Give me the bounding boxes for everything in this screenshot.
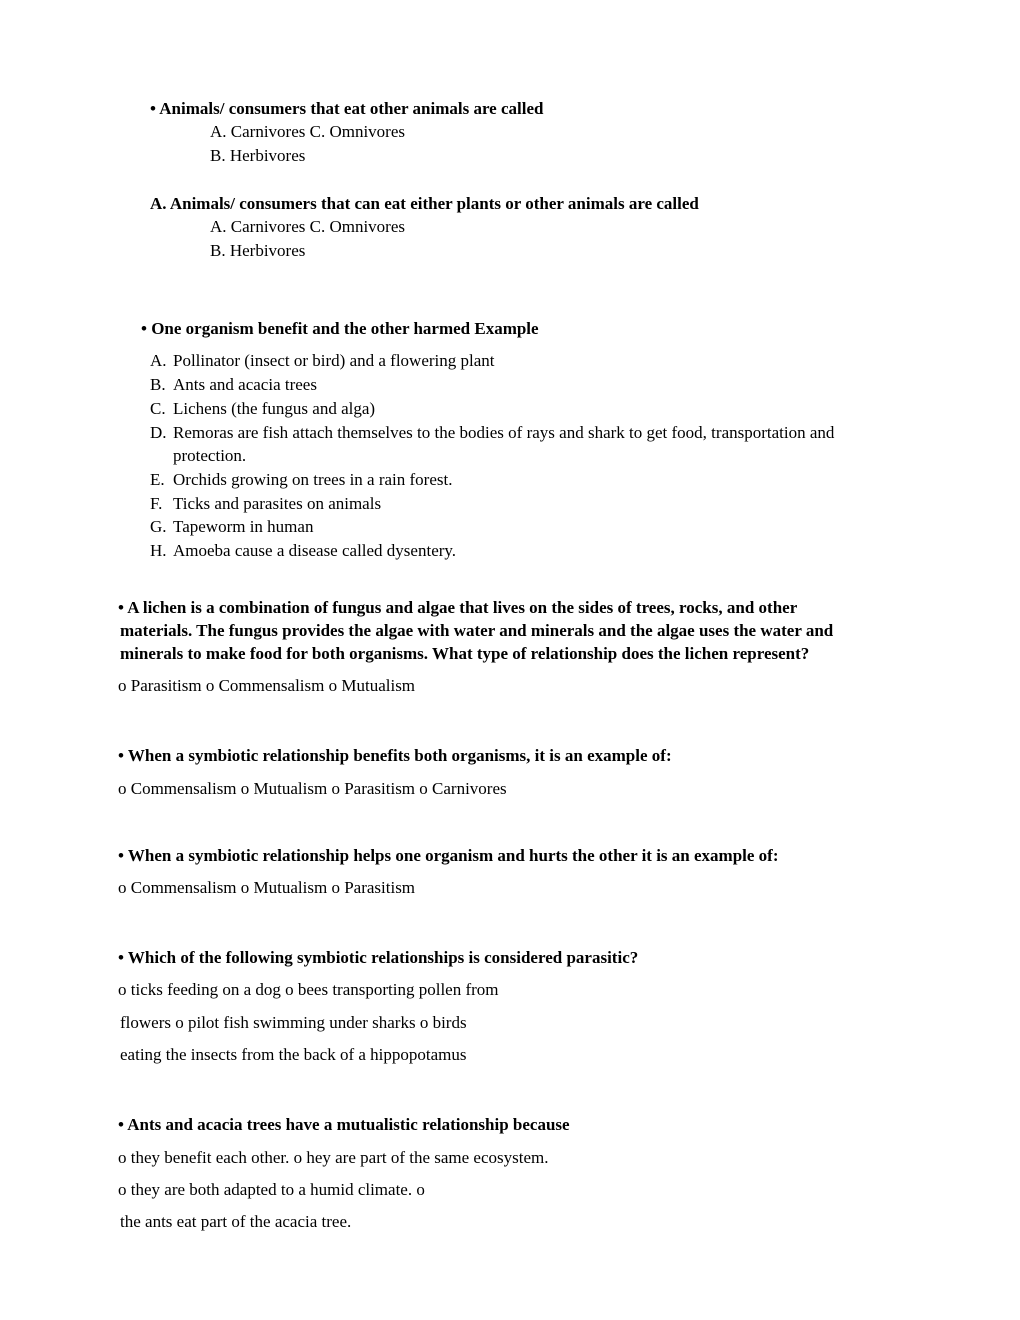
list-item-letter: B.: [150, 375, 166, 394]
list-item-letter: D.: [150, 423, 167, 442]
q5-options: o Commensalism o Mutualism o Parasitism o Carnivores: [118, 779, 507, 798]
list-item: Remoras are fish attach themselves to the bodies of rays and shark to get food, transportation and: [173, 423, 835, 442]
list-item-letter: E.: [150, 470, 165, 489]
q8-question: • Ants and acacia trees have a mutualistic relationship because: [118, 1115, 570, 1134]
q4-question-line: • A lichen is a combination of fungus and algae that lives on the sides of trees, rocks, and other: [118, 598, 798, 617]
q2-option-line: A. Carnivores C. Omnivores: [210, 217, 406, 236]
q8-option-line: o they are both adapted to a humid climate. o: [118, 1180, 425, 1199]
list-item: Amoeba cause a disease called dysentery.: [173, 541, 457, 560]
q8-option-line: o they benefit each other. o hey are part of the same ecosystem.: [118, 1148, 549, 1167]
list-item: Tapeworm in human: [173, 517, 314, 536]
q2-question: A. Animals/ consumers that can eat either plants or other animals are called: [150, 194, 699, 213]
q4-question-line: minerals to make food for both organisms. What type of relationship does the lichen represent?: [120, 644, 810, 663]
list-item: Pollinator (insect or bird) and a flowering plant: [173, 351, 495, 370]
q7-option-line: eating the insects from the back of a hippopotamus: [120, 1045, 467, 1064]
list-item-letter: H.: [150, 541, 167, 560]
q7-option-line: o ticks feeding on a dog o bees transporting pollen from: [118, 980, 499, 999]
q3-question: • One organism benefit and the other harmed Example: [141, 319, 539, 338]
list-item-continuation: protection.: [173, 446, 247, 465]
q7-option-line: flowers o pilot fish swimming under sharks o birds: [120, 1013, 467, 1032]
q1-question: • Animals/ consumers that eat other animals are called: [150, 99, 544, 118]
q7-question: • Which of the following symbiotic relationships is considered parasitic?: [118, 948, 639, 967]
q6-options: o Commensalism o Mutualism o Parasitism: [118, 878, 416, 897]
list-item-letter: C.: [150, 399, 166, 418]
list-item-letter: G.: [150, 517, 167, 536]
list-item: Lichens (the fungus and alga): [173, 399, 376, 418]
q1-option-line: B. Herbivores: [210, 146, 306, 165]
q4-options: o Parasitism o Commensalism o Mutualism: [118, 676, 416, 695]
q5-question: • When a symbiotic relationship benefits both organisms, it is an example of:: [118, 746, 672, 765]
list-item-letter: F.: [150, 494, 163, 513]
list-item: Ants and acacia trees: [173, 375, 317, 394]
list-item-letter: A.: [150, 351, 167, 370]
q1-option-line: A. Carnivores C. Omnivores: [210, 122, 406, 141]
list-item: Ticks and parasites on animals: [173, 494, 382, 513]
q2-option-line: B. Herbivores: [210, 241, 306, 260]
q8-option-line: the ants eat part of the acacia tree.: [120, 1212, 352, 1231]
q6-question: • When a symbiotic relationship helps one organism and hurts the other it is an example of:: [118, 846, 779, 865]
list-item: Orchids growing on trees in a rain forest.: [173, 470, 453, 489]
q4-question-line: materials. The fungus provides the algae with water and minerals and the algae uses the water and: [120, 621, 834, 640]
